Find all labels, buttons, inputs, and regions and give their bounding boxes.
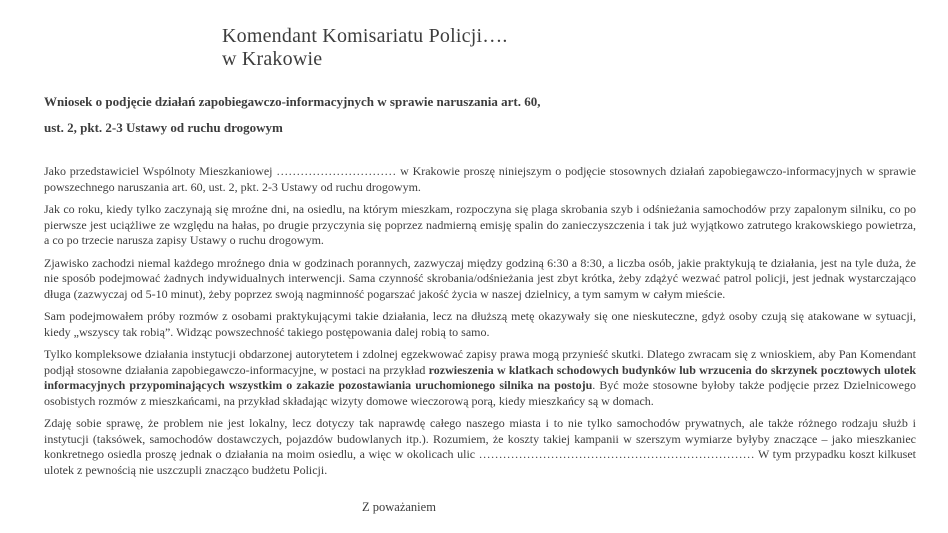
paragraph-scope-and-costs <box>44 416 916 478</box>
paragraph-text: Sam podejmowałem próby rozmów z osobami praktykującymi takie działania, lecz na dłuższą metę okazywały się one nieskuteczne, gdyż osoby czują się atakowane w sytuacji, kiedy „wszyscy tak robią”. Widząc powszechność takiego postępowania dalej robią to samo. <box>44 309 916 339</box>
paragraph-introduction <box>44 164 916 195</box>
paragraph-request <box>44 347 916 409</box>
paragraph-phenomenon-details <box>44 256 916 303</box>
paragraph-personal-attempts <box>44 309 916 340</box>
paragraph-text: Jak co roku, kiedy tylko zaczynają się mroźne dni, na osiedlu, na którym mieszkam, rozpoczyna się plaga skrobania szyb i odśnieżania samochodów przy zapalonym silniku, co po pierwsze jest uciążliwe ze względu na hałas, po drugie przyczynia się poprzez nadmierną emisję spalin do zanieczyszczenia i tak już wyjątkowo zatrutego krakowskiego powietrza, a co po trzecie narusza zapisy Ustawy o ruchu drogowym. <box>44 202 916 247</box>
request-bold-text: rozwieszenia w klatkach schodowych budynków lub wrzucenia do skrzynek pocztowych ulotek informacyjnych przypominających wszystkim o zakazie pozostawiania uruchomionego silnika na postoju <box>44 362 917 392</box>
recipient-address <box>222 25 916 71</box>
subject-line-2: ust. 2, pkt. 2-3 Ustawy od ruchu drogowym <box>44 120 283 135</box>
paragraph-text: Zjawisko zachodzi niemal każdego mroźnego dnia w godzinach porannych, zazwyczaj między godziną 6:30 a 8:30, a liczba osób, jakie praktykują te działania, jest na tyle duża, że nie sposób podejmować żadnych indywidualnych interwencji. Sama czynność skrobania/odśnieżania jest zbyt krótka, żeby zdążyć wezwać patrol policji, jest jednak wystarczająco długa (zazwyczaj od 5-10 minut), żeby poprzez swoją nagminność pogarszać jakość życia w naszej dzielnicy, a tym samym w całym mieście. <box>44 255 916 301</box>
paragraph-text-post: . Być może stosowne byłoby także podjęcie przez Dzielnicowego osobistych rozmów z mieszkańcami, na przykład składając wizyty domowe wieczorową porą, kiedy mieszkańcy są w domach. <box>44 378 916 408</box>
recipient-line-2: w Krakowie <box>222 48 323 70</box>
paragraph-problem-description <box>44 202 916 249</box>
subject-block <box>44 95 916 135</box>
paragraph-text-pre: Tylko kompleksowe działania instytucji obdarzonej autorytetem i zdolnej egzekwować zapisy prawa mogą przynieść skutki. Dlatego zwracam się z wnioskiem, aby Pan Komendant podjął stosowne działania zapobiegawczo-informacyjne, w postaci na przykład <box>44 347 916 377</box>
subject-line-1: Wniosek o podjęcie działań zapobiegawczo-informacyjnych w sprawie naruszania art. 60, <box>44 94 541 109</box>
paragraph-text: Zdaję sobie sprawę, że problem nie jest lokalny, lecz dotyczy tak naprawdę całego naszego miasta i to nie tylko samochodów prywatnych, ale także różnego rodzaju służb i instytucji (taksówek, samochodów dostawczych, pojazdów budowlanych itp.). Rozumiem, że koszty takiej kampanii w szerszym wymiarze byłyby znaczące – jako mieszkaniec konkretnego osiedla proszę jednak o działania na moim osiedlu, a więc w okolicach ulic …………………………………………………………… W tym przypadku koszt kilkuset ulotek z pewnością nie uszczupli znacząco budżetu Policji. <box>44 416 916 477</box>
closing-salutation: Z poważaniem <box>362 500 436 514</box>
paragraph-text: Jako przedstawiciel Wspólnoty Mieszkaniowej ………………………… w Krakowie proszę niniejszym o podjęcie stosownych działań zapobiegawczo-informacyjnych w sprawie powszechnego naruszania art. 60, ust. 2, pkt. 2-3 Ustawy od ruchu drogowym. <box>44 164 916 194</box>
letter-body <box>44 164 916 478</box>
recipient-line-1: Komendant Komisariatu Policji…. <box>222 25 508 47</box>
